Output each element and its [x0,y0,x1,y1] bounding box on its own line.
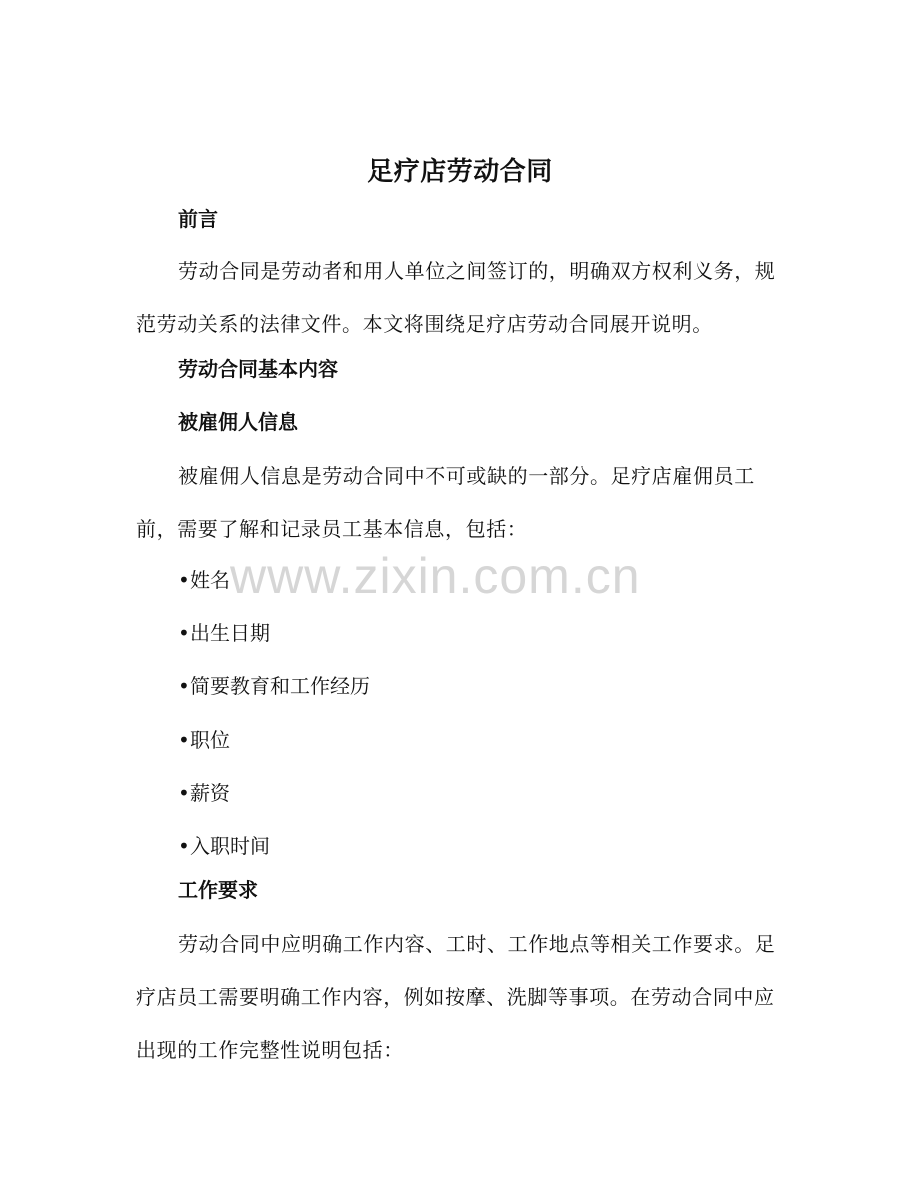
list-item [178,714,370,767]
preface-heading: 前言 [178,207,218,231]
bullet-icon: • [178,727,190,752]
bullet-icon: • [178,833,190,858]
document-title: 足疗店劳动合同 [367,157,553,187]
bullet-icon: • [178,568,190,592]
bullet-icon: • [178,621,190,646]
work-requirements-heading: 工作要求 [178,878,258,902]
list-item-text: 简要教育和工作经历 [190,674,370,699]
list-item [178,820,370,873]
list-item-text: 姓名 [190,568,230,592]
list-item-text: 入职时间 [190,833,270,858]
preface-paragraph: 劳动合同是劳动者和用人单位之间签订的，明确双方权利义务，规范劳动关系的法律文件。本文将围绕足疗店劳动合同展开说明。 [136,259,776,336]
list-item [178,607,370,660]
employee-info-heading: 被雇佣人信息 [178,410,298,434]
bullet-icon: • [178,674,190,699]
work-requirements-paragraph: 劳动合同中应明确工作内容、工时、工作地点等相关工作要求。足疗店员工需要明确工作内容，例如按摩、洗脚等事项。在劳动合同中应出现的工作完整性说明包括： [136,932,776,1062]
bullet-icon: • [178,780,190,805]
list-item [178,767,370,820]
employee-info-paragraph: 被雇佣人信息是劳动合同中不可或缺的一部分。足疗店雇佣员工前，需要了解和记录员工基本信息，包括： [136,464,755,541]
list-item-text: 出生日期 [190,621,270,646]
watermark: www.zixin.com.cn [230,548,641,604]
list-item-text: 薪资 [190,780,230,805]
list-item [178,660,370,713]
basic-content-heading: 劳动合同基本内容 [178,357,338,381]
list-item-text: 职位 [190,727,230,752]
